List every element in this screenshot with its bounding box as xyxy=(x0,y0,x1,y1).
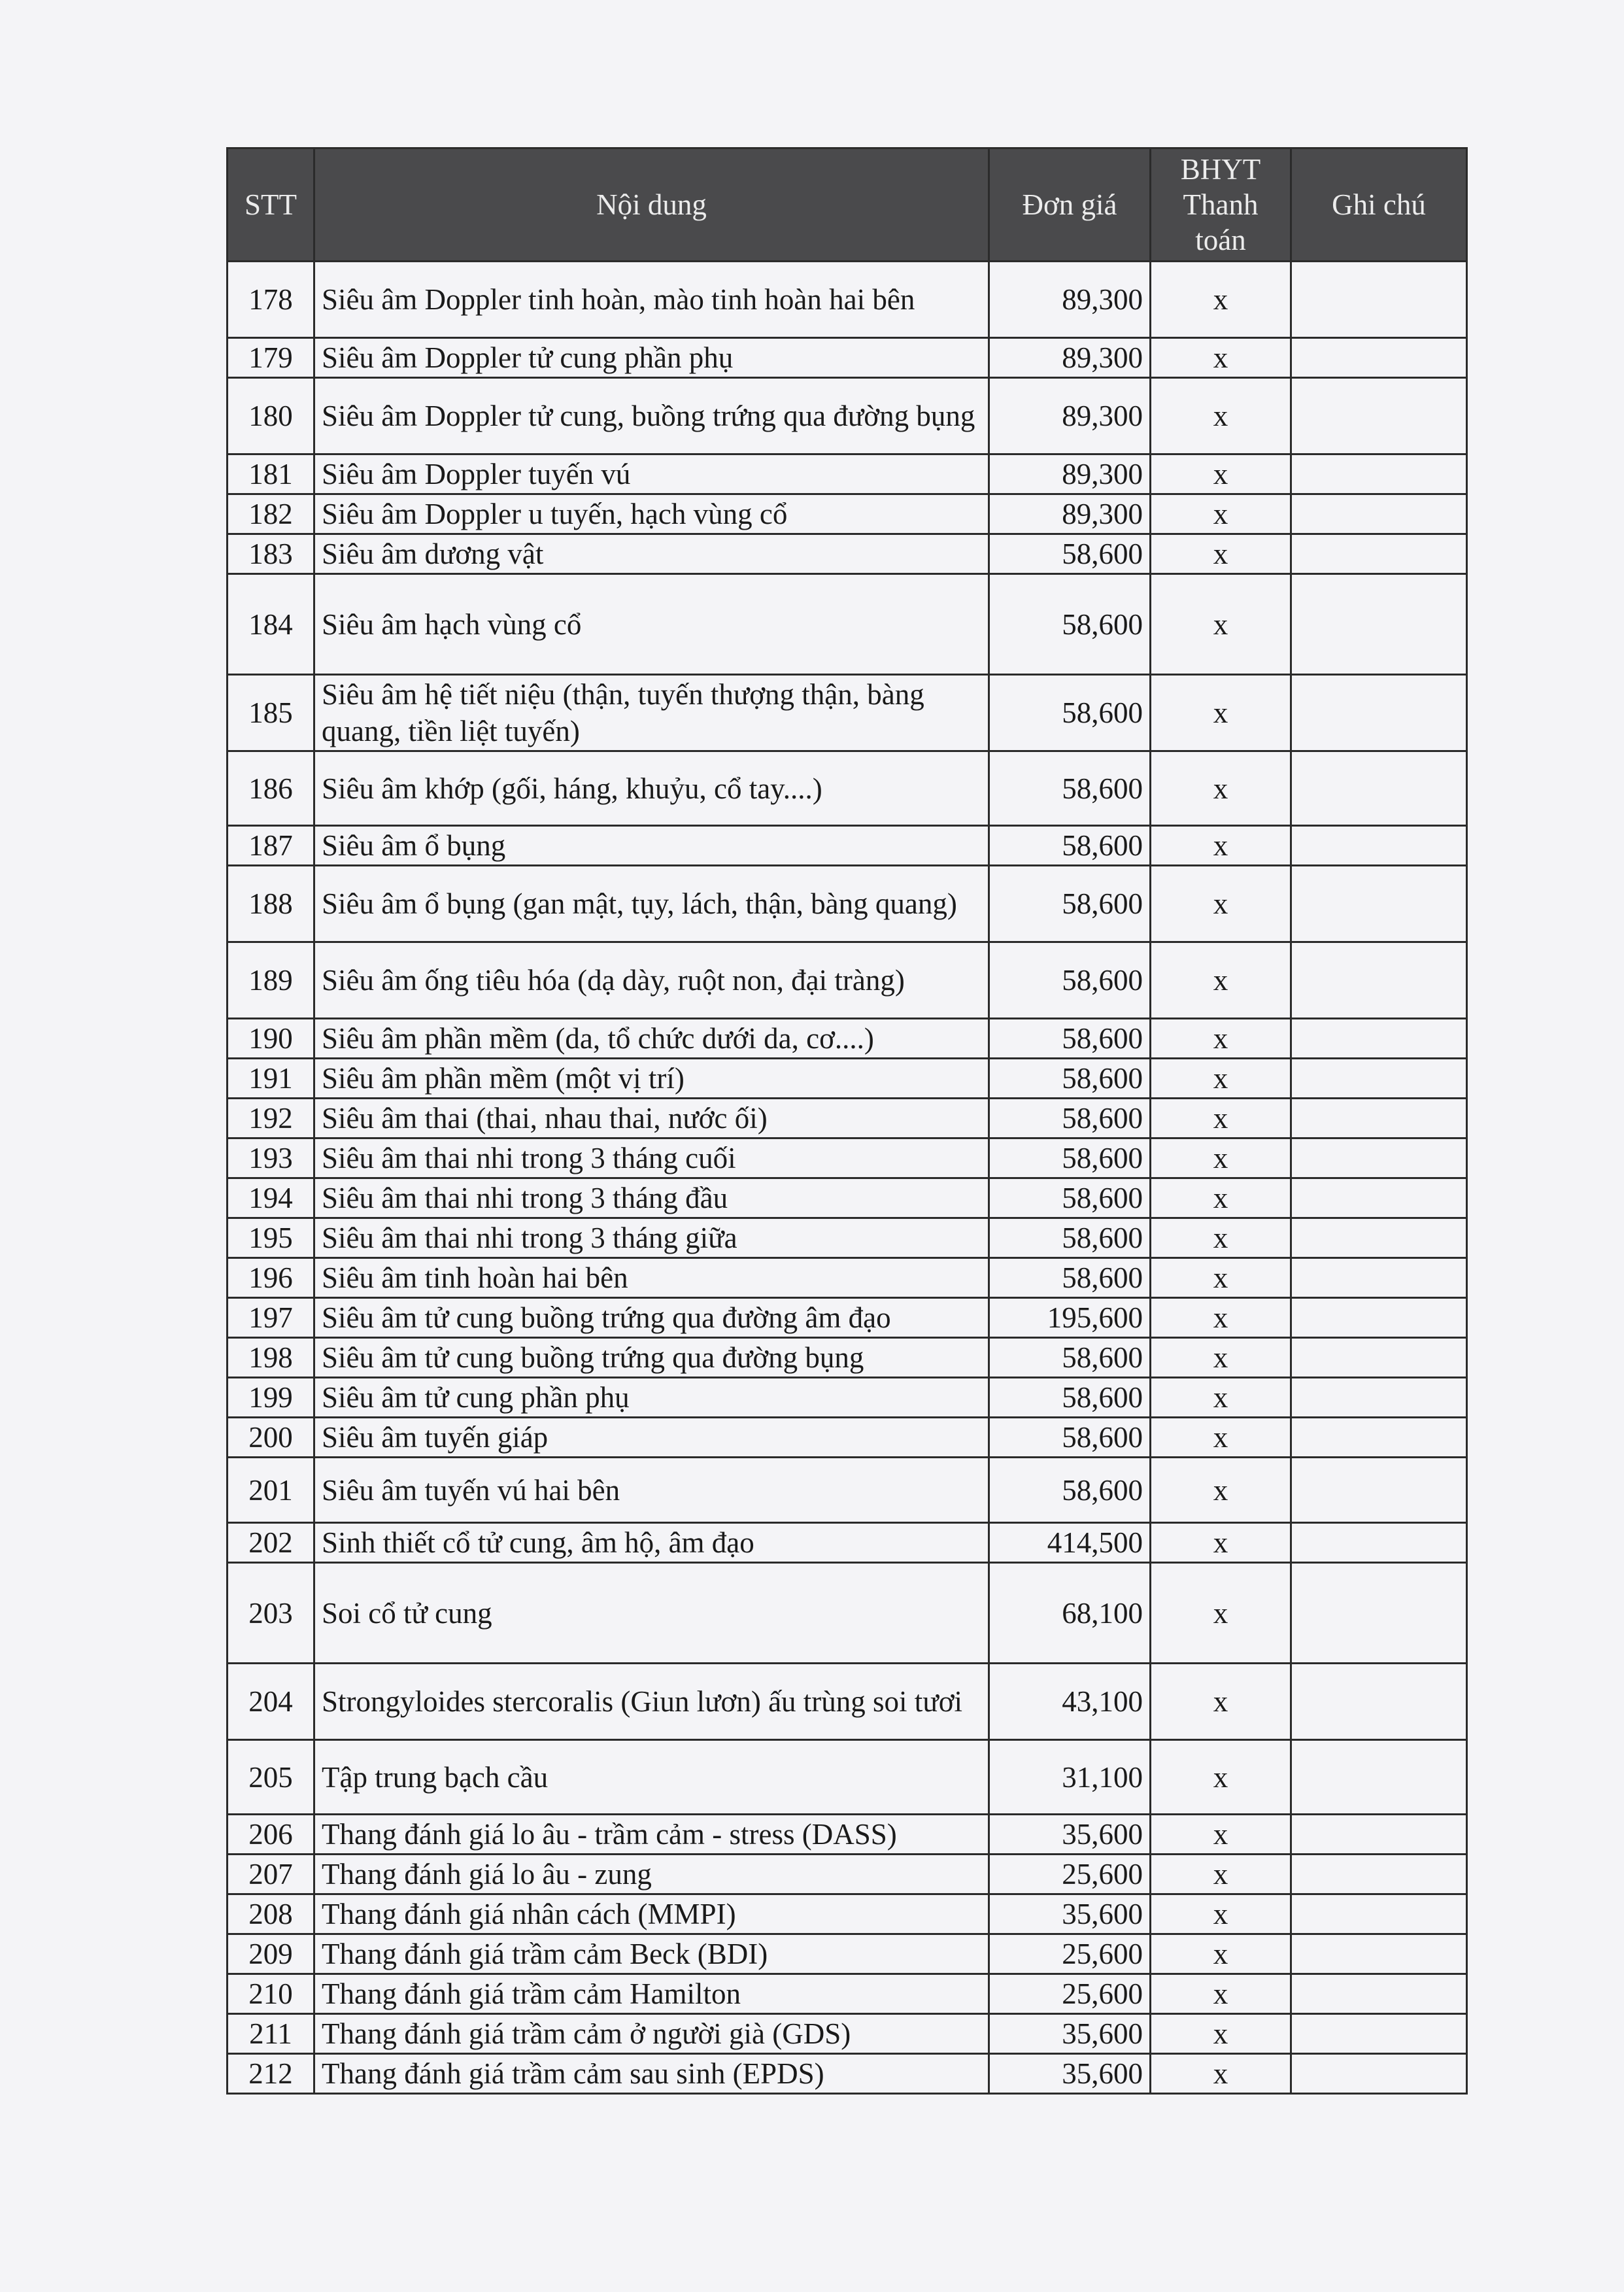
cell-note xyxy=(1291,751,1467,826)
table-row xyxy=(228,942,1467,1019)
cell-content: Siêu âm Doppler tinh hoàn, mào tinh hoàn hai bên xyxy=(314,262,989,338)
cell-note xyxy=(1291,2054,1467,2094)
cell-content: Siêu âm dương vật xyxy=(314,534,989,574)
cell-bhyt: x xyxy=(1151,338,1291,378)
table-row xyxy=(228,2054,1467,2094)
cell-stt: 195 xyxy=(228,1218,314,1258)
table-row xyxy=(228,1815,1467,1855)
cell-stt: 200 xyxy=(228,1418,314,1458)
cell-bhyt: x xyxy=(1151,1815,1291,1855)
cell-note xyxy=(1291,1418,1467,1458)
cell-bhyt: x xyxy=(1151,574,1291,675)
cell-content: Siêu âm tử cung buồng trứng qua đường bụng xyxy=(314,1338,989,1378)
cell-stt: 190 xyxy=(228,1019,314,1059)
table-row xyxy=(228,1378,1467,1418)
cell-price: 89,300 xyxy=(989,454,1151,494)
cell-note xyxy=(1291,1855,1467,1894)
cell-stt: 205 xyxy=(228,1740,314,1815)
cell-price: 58,600 xyxy=(989,1099,1151,1138)
table-header xyxy=(228,148,1467,262)
cell-price: 58,600 xyxy=(989,1218,1151,1258)
cell-bhyt: x xyxy=(1151,262,1291,338)
table-row xyxy=(228,675,1467,751)
cell-bhyt: x xyxy=(1151,1563,1291,1664)
cell-content: Siêu âm thai nhi trong 3 tháng cuối xyxy=(314,1138,989,1178)
cell-bhyt: x xyxy=(1151,1740,1291,1815)
cell-price: 58,600 xyxy=(989,1458,1151,1523)
cell-bhyt: x xyxy=(1151,1523,1291,1563)
cell-bhyt: x xyxy=(1151,1934,1291,1974)
cell-price: 89,300 xyxy=(989,494,1151,534)
cell-note xyxy=(1291,866,1467,942)
cell-content: Siêu âm thai (thai, nhau thai, nước ối) xyxy=(314,1099,989,1138)
table-row xyxy=(228,1523,1467,1563)
cell-note xyxy=(1291,454,1467,494)
table-row xyxy=(228,494,1467,534)
cell-stt: 191 xyxy=(228,1059,314,1099)
cell-bhyt: x xyxy=(1151,1664,1291,1740)
cell-content: Siêu âm Doppler tử cung, buồng trứng qua đường bụng xyxy=(314,378,989,454)
cell-stt: 183 xyxy=(228,534,314,574)
cell-bhyt: x xyxy=(1151,378,1291,454)
cell-stt: 189 xyxy=(228,942,314,1019)
cell-price: 58,600 xyxy=(989,574,1151,675)
cell-price: 58,600 xyxy=(989,1418,1151,1458)
cell-content: Siêu âm phần mềm (một vị trí) xyxy=(314,1059,989,1099)
cell-stt: 204 xyxy=(228,1664,314,1740)
table-row xyxy=(228,338,1467,378)
cell-note xyxy=(1291,942,1467,1019)
cell-price: 25,600 xyxy=(989,1974,1151,2014)
cell-stt: 192 xyxy=(228,1099,314,1138)
cell-stt: 184 xyxy=(228,574,314,675)
cell-bhyt: x xyxy=(1151,866,1291,942)
cell-stt: 182 xyxy=(228,494,314,534)
cell-bhyt: x xyxy=(1151,1138,1291,1178)
cell-note xyxy=(1291,1458,1467,1523)
cell-note xyxy=(1291,1664,1467,1740)
header-bhyt-line3: toán xyxy=(1195,224,1246,256)
table-row xyxy=(228,1664,1467,1740)
cell-stt: 193 xyxy=(228,1138,314,1178)
table-row xyxy=(228,1934,1467,1974)
cell-stt: 180 xyxy=(228,378,314,454)
price-table xyxy=(226,147,1468,2095)
cell-price: 58,600 xyxy=(989,1059,1151,1099)
cell-stt: 210 xyxy=(228,1974,314,2014)
cell-note xyxy=(1291,1338,1467,1378)
table-row xyxy=(228,1740,1467,1815)
cell-note xyxy=(1291,1298,1467,1338)
cell-content: Siêu âm ổ bụng xyxy=(314,826,989,866)
table-row xyxy=(228,1298,1467,1338)
table-body xyxy=(228,262,1467,2094)
header-note: Ghi chú xyxy=(1291,148,1467,262)
cell-bhyt: x xyxy=(1151,1894,1291,1934)
cell-note xyxy=(1291,494,1467,534)
cell-price: 58,600 xyxy=(989,1019,1151,1059)
cell-content: Siêu âm thai nhi trong 3 tháng đầu xyxy=(314,1178,989,1218)
cell-content: Siêu âm hệ tiết niệu (thận, tuyến thượng thận, bàng quang, tiền liệt tuyến) xyxy=(314,675,989,751)
header-bhyt-line1: BHYT xyxy=(1180,153,1261,186)
cell-price: 58,600 xyxy=(989,826,1151,866)
cell-stt: 203 xyxy=(228,1563,314,1664)
cell-content: Soi cổ tử cung xyxy=(314,1563,989,1664)
table-row xyxy=(228,1218,1467,1258)
cell-bhyt: x xyxy=(1151,534,1291,574)
cell-content: Siêu âm tinh hoàn hai bên xyxy=(314,1258,989,1298)
cell-content: Siêu âm tử cung buồng trứng qua đường âm đạo xyxy=(314,1298,989,1338)
cell-stt: 185 xyxy=(228,675,314,751)
table-row xyxy=(228,1974,1467,2014)
cell-price: 35,600 xyxy=(989,2014,1151,2054)
cell-stt: 187 xyxy=(228,826,314,866)
cell-note xyxy=(1291,1059,1467,1099)
cell-note xyxy=(1291,675,1467,751)
cell-note xyxy=(1291,574,1467,675)
table-row xyxy=(228,1563,1467,1664)
cell-content: Thang đánh giá trầm cảm Hamilton xyxy=(314,1974,989,2014)
table-row xyxy=(228,1418,1467,1458)
cell-bhyt: x xyxy=(1151,1258,1291,1298)
cell-note xyxy=(1291,1099,1467,1138)
cell-bhyt: x xyxy=(1151,1418,1291,1458)
cell-content: Siêu âm tuyến giáp xyxy=(314,1418,989,1458)
cell-content: Siêu âm tuyến vú hai bên xyxy=(314,1458,989,1523)
table-row xyxy=(228,751,1467,826)
table-row xyxy=(228,1855,1467,1894)
cell-bhyt: x xyxy=(1151,1019,1291,1059)
cell-stt: 194 xyxy=(228,1178,314,1218)
cell-stt: 188 xyxy=(228,866,314,942)
table-row xyxy=(228,826,1467,866)
cell-bhyt: x xyxy=(1151,1855,1291,1894)
table-row xyxy=(228,1894,1467,1934)
cell-price: 58,600 xyxy=(989,1258,1151,1298)
cell-price: 58,600 xyxy=(989,942,1151,1019)
cell-note xyxy=(1291,1934,1467,1974)
table-row xyxy=(228,378,1467,454)
cell-price: 58,600 xyxy=(989,1178,1151,1218)
cell-bhyt: x xyxy=(1151,1059,1291,1099)
cell-content: Sinh thiết cổ tử cung, âm hộ, âm đạo xyxy=(314,1523,989,1563)
cell-note xyxy=(1291,1178,1467,1218)
cell-note xyxy=(1291,1894,1467,1934)
cell-price: 31,100 xyxy=(989,1740,1151,1815)
header-price: Đơn giá xyxy=(989,148,1151,262)
cell-content: Siêu âm Doppler tuyến vú xyxy=(314,454,989,494)
cell-note xyxy=(1291,2014,1467,2054)
cell-stt: 207 xyxy=(228,1855,314,1894)
cell-content: Thang đánh giá lo âu - trầm cảm - stress (DASS) xyxy=(314,1815,989,1855)
header-stt: STT xyxy=(228,148,314,262)
cell-price: 25,600 xyxy=(989,1855,1151,1894)
cell-note xyxy=(1291,1740,1467,1815)
cell-bhyt: x xyxy=(1151,826,1291,866)
cell-bhyt: x xyxy=(1151,942,1291,1019)
cell-bhyt: x xyxy=(1151,1458,1291,1523)
cell-bhyt: x xyxy=(1151,1178,1291,1218)
cell-stt: 199 xyxy=(228,1378,314,1418)
cell-note xyxy=(1291,1563,1467,1664)
cell-content: Thang đánh giá trầm cảm ở người già (GDS) xyxy=(314,2014,989,2054)
cell-content: Thang đánh giá trầm cảm sau sinh (EPDS) xyxy=(314,2054,989,2094)
table-row xyxy=(228,574,1467,675)
cell-price: 195,600 xyxy=(989,1298,1151,1338)
cell-bhyt: x xyxy=(1151,2054,1291,2094)
cell-content: Siêu âm ổ bụng (gan mật, tụy, lách, thận, bàng quang) xyxy=(314,866,989,942)
cell-price: 68,100 xyxy=(989,1563,1151,1664)
cell-note xyxy=(1291,338,1467,378)
cell-stt: 186 xyxy=(228,751,314,826)
cell-bhyt: x xyxy=(1151,1298,1291,1338)
cell-note xyxy=(1291,534,1467,574)
cell-price: 25,600 xyxy=(989,1934,1151,1974)
cell-bhyt: x xyxy=(1151,1218,1291,1258)
cell-stt: 212 xyxy=(228,2054,314,2094)
cell-bhyt: x xyxy=(1151,2014,1291,2054)
cell-price: 35,600 xyxy=(989,1815,1151,1855)
cell-bhyt: x xyxy=(1151,454,1291,494)
cell-content: Thang đánh giá nhân cách (MMPI) xyxy=(314,1894,989,1934)
cell-content: Siêu âm ống tiêu hóa (dạ dày, ruột non, đại tràng) xyxy=(314,942,989,1019)
table-row xyxy=(228,1258,1467,1298)
cell-price: 58,600 xyxy=(989,1138,1151,1178)
table-row xyxy=(228,1099,1467,1138)
cell-stt: 196 xyxy=(228,1258,314,1298)
cell-price: 414,500 xyxy=(989,1523,1151,1563)
cell-content: Siêu âm tử cung phần phụ xyxy=(314,1378,989,1418)
cell-price: 58,600 xyxy=(989,1338,1151,1378)
cell-note xyxy=(1291,378,1467,454)
cell-content: Siêu âm phần mềm (da, tổ chức dưới da, cơ....) xyxy=(314,1019,989,1059)
cell-price: 89,300 xyxy=(989,378,1151,454)
cell-stt: 211 xyxy=(228,2014,314,2054)
table-row xyxy=(228,1178,1467,1218)
table-row xyxy=(228,2014,1467,2054)
cell-note xyxy=(1291,1019,1467,1059)
cell-stt: 208 xyxy=(228,1894,314,1934)
cell-content: Thang đánh giá lo âu - zung xyxy=(314,1855,989,1894)
table-row xyxy=(228,534,1467,574)
cell-price: 89,300 xyxy=(989,338,1151,378)
cell-stt: 181 xyxy=(228,454,314,494)
cell-note xyxy=(1291,1815,1467,1855)
cell-content: Strongyloides stercoralis (Giun lươn) ấu trùng soi tươi xyxy=(314,1664,989,1740)
cell-price: 58,600 xyxy=(989,866,1151,942)
cell-price: 58,600 xyxy=(989,751,1151,826)
cell-stt: 202 xyxy=(228,1523,314,1563)
cell-stt: 197 xyxy=(228,1298,314,1338)
cell-content: Siêu âm Doppler tử cung phần phụ xyxy=(314,338,989,378)
cell-note xyxy=(1291,826,1467,866)
table-row xyxy=(228,1019,1467,1059)
cell-price: 43,100 xyxy=(989,1664,1151,1740)
header-bhyt-line2: Thanh xyxy=(1183,188,1259,221)
cell-note xyxy=(1291,1974,1467,2014)
table-row xyxy=(228,1059,1467,1099)
cell-note xyxy=(1291,1523,1467,1563)
cell-note xyxy=(1291,1378,1467,1418)
cell-price: 58,600 xyxy=(989,1378,1151,1418)
cell-content: Siêu âm khớp (gối, háng, khuỷu, cổ tay....) xyxy=(314,751,989,826)
cell-bhyt: x xyxy=(1151,1974,1291,2014)
table-row xyxy=(228,262,1467,338)
header-content: Nội dung xyxy=(314,148,989,262)
cell-price: 35,600 xyxy=(989,2054,1151,2094)
cell-price: 58,600 xyxy=(989,675,1151,751)
cell-price: 58,600 xyxy=(989,534,1151,574)
cell-content: Siêu âm hạch vùng cổ xyxy=(314,574,989,675)
cell-content: Thang đánh giá trầm cảm Beck (BDI) xyxy=(314,1934,989,1974)
cell-bhyt: x xyxy=(1151,1338,1291,1378)
table-row xyxy=(228,454,1467,494)
cell-stt: 209 xyxy=(228,1934,314,1974)
cell-bhyt: x xyxy=(1151,1378,1291,1418)
header-bhyt xyxy=(1151,148,1291,262)
table-row xyxy=(228,1338,1467,1378)
cell-bhyt: x xyxy=(1151,675,1291,751)
cell-price: 35,600 xyxy=(989,1894,1151,1934)
cell-note xyxy=(1291,262,1467,338)
cell-content: Siêu âm Doppler u tuyến, hạch vùng cổ xyxy=(314,494,989,534)
cell-content: Tập trung bạch cầu xyxy=(314,1740,989,1815)
cell-bhyt: x xyxy=(1151,751,1291,826)
cell-stt: 206 xyxy=(228,1815,314,1855)
cell-stt: 178 xyxy=(228,262,314,338)
cell-price: 89,300 xyxy=(989,262,1151,338)
cell-bhyt: x xyxy=(1151,1099,1291,1138)
table-row xyxy=(228,866,1467,942)
cell-stt: 198 xyxy=(228,1338,314,1378)
table-row xyxy=(228,1138,1467,1178)
cell-stt: 201 xyxy=(228,1458,314,1523)
cell-note xyxy=(1291,1138,1467,1178)
cell-content: Siêu âm thai nhi trong 3 tháng giữa xyxy=(314,1218,989,1258)
table-row xyxy=(228,1458,1467,1523)
cell-stt: 179 xyxy=(228,338,314,378)
cell-bhyt: x xyxy=(1151,494,1291,534)
cell-note xyxy=(1291,1258,1467,1298)
header-row xyxy=(228,148,1467,262)
cell-note xyxy=(1291,1218,1467,1258)
